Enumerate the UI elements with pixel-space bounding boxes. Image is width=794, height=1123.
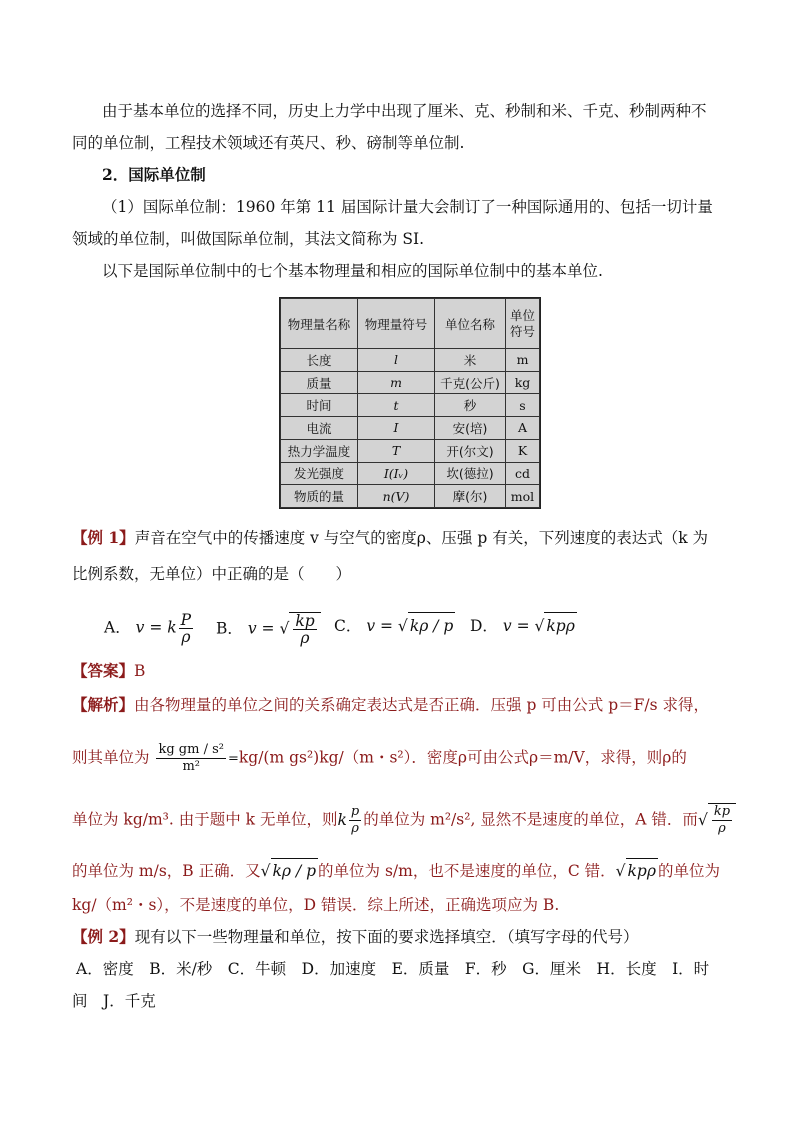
- table-cell: n(V): [358, 485, 435, 508]
- table-cell: m: [358, 371, 435, 394]
- example1-line1: [72, 527, 708, 549]
- table-cell: 热力学温度: [281, 439, 358, 462]
- table-cell: I: [358, 417, 435, 440]
- analysis-line4-end: 的单位为: [657, 862, 720, 880]
- example1-label: 【例 1】: [72, 528, 135, 547]
- analysis-line3-mid: 的单位为 m²/s², 显然不是速度的单位，A 错．而: [363, 810, 698, 829]
- analysis-line4-mid: 的单位为 s/m，也不是速度的单位，C 错．: [318, 862, 616, 880]
- table-header: 物理量符号: [358, 299, 435, 349]
- analysis-line3: 单位为 kg/m³. 由于题中 k 无单位，则k $\frac{p}{\rho}$ 的单位为 m²/s², 显然不是速度的单位，A 错．而√ $\frac{kp}{\rho}$: [72, 803, 736, 837]
- option-d-label: D．: [470, 617, 498, 635]
- analysis-line1: [72, 694, 709, 716]
- example1-option-b: B． v = √ $\frac{kp}{\rho}$: [216, 612, 321, 646]
- example2-line2: A．密度 B．米/秒 C．牛顿 D．加速度 E．质量 F．秒 G．厘米 H．长度 I．时: [76, 960, 710, 978]
- table-cell: A: [506, 417, 540, 440]
- table-row: [281, 439, 540, 462]
- example2-line1: [72, 926, 638, 948]
- table-row: [281, 417, 540, 440]
- paragraph2-line2: 领域的单位制，叫做国际单位制，其法文简称为 SI.: [72, 230, 425, 248]
- option-b-label: B．: [216, 619, 243, 638]
- table-row: [281, 485, 540, 508]
- analysis-line2-mid: kg/(m gs²)kg/（m・s²）．密度ρ可由公式ρ＝m/V，求得，则ρ的: [238, 748, 687, 767]
- option-c-label: C．: [334, 617, 362, 635]
- example2-label: 【例 2】: [72, 927, 135, 946]
- table-cell: m: [506, 349, 540, 372]
- table-cell: kg: [506, 371, 540, 394]
- paragraph1-line1: 由于基本单位的选择不同，历史上力学中出现了厘米、克、秒制和米、千克、秒制两种不: [102, 102, 707, 120]
- table-cell: 长度: [281, 349, 358, 372]
- table-header: [506, 299, 540, 349]
- analysis-line4-pre: 的单位为 m/s，B 正确．又: [72, 862, 261, 880]
- table-row: [281, 462, 540, 485]
- table-cell: 开(尔文): [435, 439, 506, 462]
- analysis-line4: 的单位为 m/s，B 正确．又√ kρ / p 的单位为 s/m，也不是速度的单位，C 错．√ kpρ 的单位为: [72, 858, 720, 883]
- answer-label: 【答案】: [72, 661, 135, 680]
- paragraph2-line1: （1）国际单位制：1960 年第 11 届国际计量大会制订了一种国际通用的、包括一切计量: [102, 198, 713, 216]
- table-cell: 发光强度: [281, 462, 358, 485]
- table-cell: t: [358, 394, 435, 417]
- table-row: [281, 371, 540, 394]
- table-cell: 摩(尔): [435, 485, 506, 508]
- example1-option-a: A． v = k $\frac{P}{\rho}$: [104, 611, 192, 646]
- paragraph3: 以下是国际单位制中的七个基本物理量和相应的国际单位制中的基本单位.: [102, 262, 603, 280]
- table-cell: K: [506, 439, 540, 462]
- table-cell: 质量: [281, 371, 358, 394]
- option-a-label: A．: [104, 618, 131, 637]
- section-heading: 2．国际单位制: [102, 165, 206, 184]
- si-units-table: [279, 297, 541, 509]
- analysis-line2-pre: 则其单位为: [72, 748, 150, 767]
- table-cell: mol: [506, 485, 540, 508]
- table-cell: I(Iᵥ): [358, 462, 435, 485]
- table-cell: 安(培): [435, 417, 506, 440]
- analysis-line2: 则其单位为 $\frac{\text{kg gm / s²}}{\text{m²}}$ =kg/(m gs²)kg/（m・s²）．密度ρ可由公式ρ＝m/V，求得，则ρ的: [72, 742, 687, 774]
- table-cell: 千克(公斤): [435, 371, 506, 394]
- paragraph1-line2: 同的单位制，工程技术领域还有英尺、秒、磅制等单位制.: [72, 134, 465, 152]
- header-unit-symbol: 单位符号: [509, 307, 535, 339]
- table-header: 物理量名称: [281, 299, 358, 349]
- example2-text: 现有以下一些物理量和单位，按下面的要求选择填空．（填写字母的代号）: [134, 928, 639, 946]
- table-cell: 秒: [435, 394, 506, 417]
- analysis-line5: kg/（m²・s），不是速度的单位，D 错误．综上所述，正确选项应为 B.: [72, 896, 560, 914]
- table-cell: 坎(德拉): [435, 462, 506, 485]
- example2-line3: 间 J．千克: [72, 992, 156, 1010]
- table-cell: 电流: [281, 417, 358, 440]
- example1-answer: [72, 660, 145, 682]
- example1-line2: 比例系数，无单位）中正确的是（ ）: [72, 565, 352, 583]
- analysis-label: 【解析】: [72, 695, 135, 714]
- table-cell: cd: [506, 462, 540, 485]
- table-cell: s: [506, 394, 540, 417]
- example1-option-d: D． v = √ kpρ: [470, 612, 577, 639]
- table-cell: 物质的量: [281, 485, 358, 508]
- example1-text: 声音在空气中的传播速度 v 与空气的密度ρ、压强 p 有关，下列速度的表达式（k 为: [134, 529, 709, 547]
- table-cell: 米: [435, 349, 506, 372]
- table-cell: T: [358, 439, 435, 462]
- table-cell: l: [358, 349, 435, 372]
- example1-option-c: C． v = √ kρ / p: [334, 612, 455, 639]
- table-cell: 时间: [281, 394, 358, 417]
- table-row: [281, 394, 540, 417]
- analysis-line3-pre: 单位为 kg/m³. 由于题中 k 无单位，则: [72, 810, 338, 829]
- table-header: 单位名称: [435, 299, 506, 349]
- analysis-text: 由各物理量的单位之间的关系确定表达式是否正确．压强 p 可由公式 p＝F/s 求得，: [134, 696, 710, 714]
- answer-value: B: [134, 662, 146, 680]
- table-row: [281, 349, 540, 372]
